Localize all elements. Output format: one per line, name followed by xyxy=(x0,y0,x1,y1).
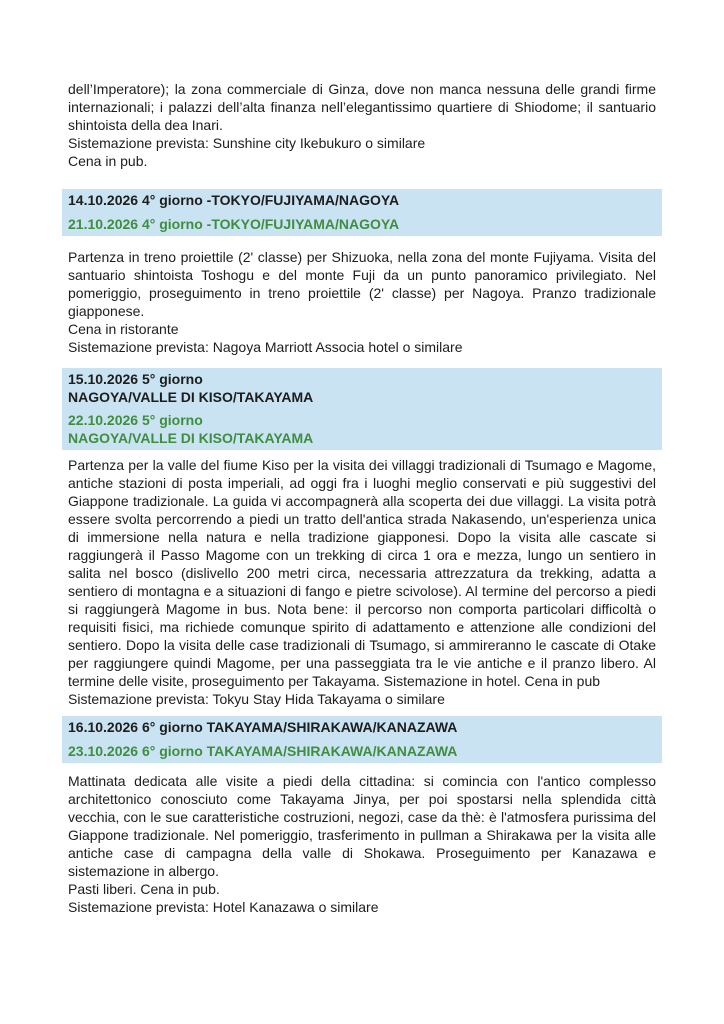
day5-departure2-route: NAGOYA/VALLE DI KISO/TAKAYAMA xyxy=(68,429,314,446)
day6-departure2-title: 23.10.2026 6° giorno TAKAYAMA/SHIRAKAWA/KANAZAWA xyxy=(68,742,458,759)
day4-departure2-title: 21.10.2026 4° giorno -TOKYO/FUJIYAMA/NAGOYA xyxy=(68,215,400,232)
day5-departure1-route: NAGOYA/VALLE DI KISO/TAKAYAMA xyxy=(68,388,314,405)
day4-section-header xyxy=(62,189,662,236)
day6-section-header xyxy=(62,716,662,763)
day5-section-header xyxy=(62,368,662,450)
intro-paragraph: dell’Imperatore); la zona commerciale di Ginza, dove non manca nessuna delle grandi firme internazionali; i palazzi dell’alta finanza nell’elegantissimo quartiere di Shiodome; il santuario shintoista della dea Inari. xyxy=(68,81,656,133)
day5-departure2-date: 22.10.2026 5° giorno xyxy=(68,412,203,428)
day5-paragraph: Partenza per la valle del fiume Kiso per la visita dei villaggi tradizionali di Tsumago e Magome, antiche stazioni di posta imperiali, ad oggi fra i luoghi meglio conservati e più suggestivi del Giappone tradizionale. La guida vi accompagnerà alla scoperta dei due villaggi. La visita potrà essere svolta percorrendo a piedi un tratto dell'antica strada Nakasendo, un'esperienza unica di immersione nella natura e nella tradizione giapponesi. Dopo la visita alle cascate si raggiungerà il Passo Magome con un trekking di circa 1 ora e mezza, lungo un sentiero in salita nel bosco (dislivello 200 metri circa, necessaria attrezzatura da trekking, adatta a sentiero di montagna e a situazioni di fango e pietre scivolose). Al termine del percorso a piedi si raggiungerà Magome in bus. Nota bene: il percorso non comporta particolari difficoltà o requisiti fisici, ma richiede comunque spirito di adattamento e attenzione alle condizioni del sentiero. Dopo la visita delle case tradizionali di Tsumago, si ammireranno le cascate di Otake per raggiungere quindi Magome, per una passeggiata tra le vie antiche e il pranzo libero. Al termine delle visite, proseguimento per Takayama. Sistemazione in hotel. Cena in pub xyxy=(68,457,656,689)
day4-dinner-line: Cena in ristorante xyxy=(68,321,179,337)
day6-meals-line: Pasti liberi. Cena in pub. xyxy=(68,881,220,897)
day4-paragraph: Partenza in treno proiettile (2' classe) per Shizuoka, nella zona del monte Fujiyama. Visita del santuario shintoista Toshogu e del monte Fuji da un punto panoramico privilegiato. Nel pomeriggio, proseguimento in treno proiettile (2' classe) per Nagoya. Pranzo tradizionale giapponese. xyxy=(68,249,656,319)
day5-departure1-date: 15.10.2026 5° giorno xyxy=(68,371,203,387)
day4-departure1-title: 14.10.2026 4° giorno -TOKYO/FUJIYAMA/NAGOYA xyxy=(68,192,400,208)
intro-accommodation-line: Sistemazione prevista: Sunshine city Ikebukuro o similare xyxy=(68,135,426,151)
day6-accommodation-line: Sistemazione prevista: Hotel Kanazawa o similare xyxy=(68,899,379,915)
intro-dinner-line: Cena in pub. xyxy=(68,153,148,169)
day4-accommodation-line: Sistemazione prevista: Nagoya Marriott Associa hotel o similare xyxy=(68,339,463,355)
day6-paragraph: Mattinata dedicata alle visite a piedi della cittadina: si comincia con l'antico complesso architettonico conosciuto come Takayama Jinya, per poi spostarsi nella splendida città vecchia, con le sue caratteristiche costruzioni, negozi, case da thè: è l'atmosfera purissima del Giappone tradizionale. Nel pomeriggio, trasferimento in pullman a Shirakawa per la visita alle antiche case di campagna della valle di Shokawa. Proseguimento per Kanazawa e sistemazione in albergo. xyxy=(68,773,656,879)
day5-accommodation-line: Sistemazione prevista: Tokyu Stay Hida Takayama o similare xyxy=(68,691,445,707)
day6-departure1-title: 16.10.2026 6° giorno TAKAYAMA/SHIRAKAWA/KANAZAWA xyxy=(68,719,458,735)
